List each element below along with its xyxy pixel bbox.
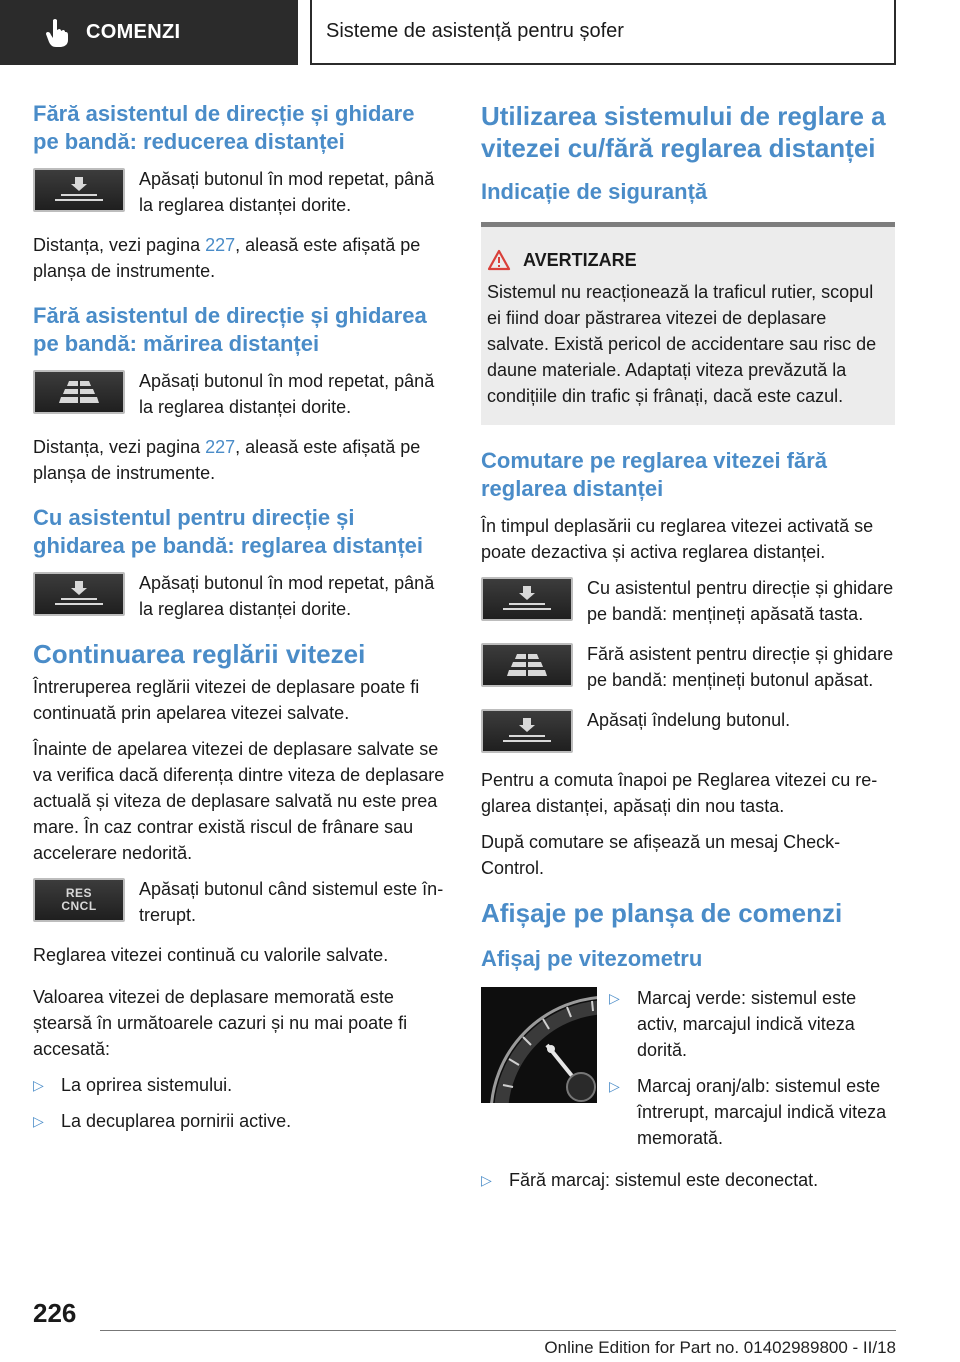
chapter-label: COMENZI [86, 21, 181, 43]
instruction-row [33, 368, 445, 420]
paragraph: Valoarea vitezei de deplasare memorată este ștearsă în următoarele cazuri și nu mai poate fi accesată: [33, 987, 408, 1059]
list-item [33, 1108, 445, 1134]
triangle-bullet-icon: ▷ [609, 1078, 620, 1094]
triangle-bullet-icon: ▷ [609, 990, 620, 1006]
instruction-row [33, 876, 445, 928]
bullet-list [481, 1167, 895, 1193]
heading-displays: Afișaje pe planșa de comenzi [481, 898, 843, 928]
warning-box [481, 222, 895, 425]
paragraph: Pentru a comuta înapoi pe Reglarea vitezei cu reglarea distanței, apăsați din nou tasta. [481, 770, 878, 816]
distance-reduce-icon [499, 584, 555, 614]
speedometer-icon [481, 987, 597, 1103]
instruction-text: Cu asistentul pentru direcție și ghidare pe bandă: mențineți apăsată tasta. [587, 578, 894, 624]
paragraph: După comutare se afișează un mesaj Check-Control. [481, 832, 841, 878]
distance-increase-icon [499, 650, 555, 680]
distance-increase-icon [51, 377, 107, 407]
res-cncl-button-image [33, 878, 125, 922]
edition-footer: Online Edition for Part no. 01402989800 - II/18 [544, 1338, 896, 1357]
triangle-bullet-icon: ▷ [481, 1172, 492, 1188]
distance-button-image [33, 168, 125, 212]
speedometer-list [609, 985, 895, 1161]
left-column [33, 100, 445, 1144]
speedometer-image [481, 987, 597, 1103]
list-item [609, 1073, 895, 1151]
footer-divider [100, 1330, 896, 1331]
distance-button-image [481, 709, 573, 753]
list-item-text: La oprirea sistemului. [61, 1075, 233, 1095]
instruction-text: Fără asistent pentru direcție și ghidare pe bandă: mențineți butonul apăsat. [587, 644, 894, 690]
heading-speed-control: Utilizarea sistemului de reglare a vitezei cu/fără reglarea distanței [481, 101, 886, 163]
instruction-text: Apăsați butonul în mod repetat, până la reglarea distanței dorite. [139, 371, 435, 417]
list-item-text: Marcaj verde: sistemul este activ, marcajul indică viteza dorită. [637, 988, 857, 1060]
warning-title-row [487, 249, 887, 271]
text: Distanța, vezi pagina [33, 437, 206, 457]
distance-reduce-icon [51, 579, 107, 609]
distance-reduce-icon [499, 716, 555, 746]
distance-button-image [481, 643, 573, 687]
list-item [481, 1167, 895, 1193]
page-reference-link[interactable]: 227 [205, 235, 236, 255]
instruction-row [481, 575, 895, 627]
triangle-bullet-icon: ▷ [33, 1113, 44, 1129]
heading-set-distance: Cu asistentul pentru direcție și ghidarea pe bandă: reglarea distanței [33, 505, 424, 558]
list-item-text: La decuplarea pornirii active. [61, 1111, 292, 1131]
instruction-row [481, 707, 895, 753]
text: Distanța, vezi pagina [33, 235, 206, 255]
distance-button-image [481, 577, 573, 621]
heading-reduce-distance: Fără asistentul de direcție și ghidare pe bandă: reducerea distanței [33, 101, 415, 154]
hand-pointer-icon [44, 18, 70, 48]
paragraph: Înainte de apelarea vitezei de deplasare salvate se va verifica dacă diferența dintre viteza de deplasare actuală și viteza de deplasare salvată nu este prea mare. În caz contrar există riscul de frânare sau accelerare nedorită. [33, 739, 445, 863]
heading-continue-speed: Continuarea reglării vitezei [33, 639, 366, 669]
res-cncl-label [61, 887, 96, 913]
distance-button-image [33, 572, 125, 616]
paragraph [33, 232, 445, 284]
page-reference-link[interactable]: 227 [205, 437, 236, 457]
list-item [33, 1072, 445, 1098]
warning-triangle-icon [487, 249, 511, 271]
instruction-text: Apăsați îndelung butonul. [587, 710, 791, 730]
heading-switch: Comutare pe reglarea vitezei fără reglarea distanței [481, 448, 828, 501]
section-title: Sisteme de asistență pentru șofer [326, 20, 624, 42]
res-label: RES [65, 886, 93, 900]
triangle-bullet-icon: ▷ [33, 1077, 44, 1093]
warning-title: AVERTIZARE [523, 249, 637, 270]
distance-reduce-icon [51, 175, 107, 205]
list-item-text: Fără marcaj: sistemul este deconectat. [509, 1170, 819, 1190]
chapter-tab [0, 0, 298, 65]
speedometer-row [481, 985, 895, 1161]
list-item [609, 985, 895, 1063]
list-item-text: Marcaj oranj/alb: sistemul este întrerupt, marcajul indică viteza memorată. [637, 1076, 887, 1148]
instruction-text: Apăsați butonul în mod repetat, până la reglarea distanței dorite. [139, 169, 435, 215]
instruction-row [481, 641, 895, 693]
instruction-text: Apăsați butonul în mod repetat, până la reglarea distanței dorite. [139, 573, 435, 619]
text: , aleasă este afișată pe planșa de instrumente. [33, 437, 421, 483]
paragraph: Întreruperea reglării vitezei de deplasare poate fi continuată prin apelarea vitezei salvate. [33, 677, 420, 723]
page-number: 226 [33, 1298, 77, 1328]
warning-text: Sistemul nu reacționează la traficul rutier, scopul ei fiind doar păstrarea vitezei de deplasare salvate. Există pericol de accidentare sau risc de daune materiale. Adaptați viteza prevăzută la condițiile din trafic și frânați, dacă este cazul. [487, 282, 877, 406]
section-header [310, 0, 896, 65]
right-column [481, 100, 895, 1203]
heading-increase-distance: Fără asistentul de direcție și ghidarea pe bandă: mărirea distanței [33, 303, 427, 356]
instruction-row [33, 166, 445, 218]
cncl-label: CNCL [61, 899, 97, 913]
paragraph: Reglarea vitezei continuă cu valorile salvate. [33, 945, 389, 965]
paragraph: În timpul deplasării cu reglarea vitezei activată se poate dezactiva și activa reglarea distanței. [481, 516, 874, 562]
bullet-list [33, 1072, 445, 1134]
instruction-text: Apăsați butonul când sistemul este întrerupt. [139, 879, 444, 925]
heading-speedometer: Afișaj pe vitezometru [481, 946, 703, 971]
instruction-row [33, 570, 445, 622]
text: , aleasă este afișată pe planșa de instrumente. [33, 235, 421, 281]
heading-safety: Indicație de siguranță [481, 179, 708, 204]
paragraph [33, 434, 445, 486]
distance-button-image [33, 370, 125, 414]
